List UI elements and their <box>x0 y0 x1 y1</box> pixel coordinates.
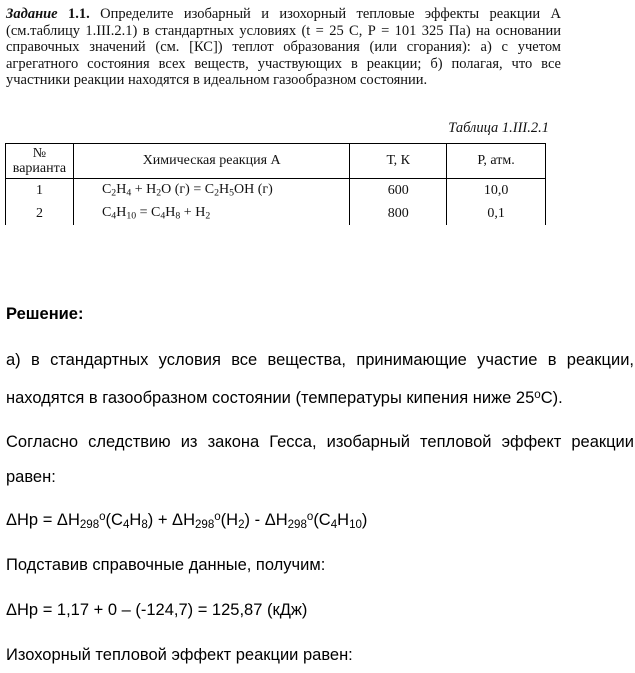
reactions-table <box>5 143 546 225</box>
cell-variant: 1 <box>6 179 74 203</box>
header-temperature: Т, К <box>350 144 447 179</box>
cell-temperature: 600 <box>350 179 447 203</box>
header-reaction: Химическая реакция А <box>73 144 349 179</box>
formula-line: $\Delta Hp = \Delta H_{298}^о(C_4H_8) + \Delta H_{298}^о(H_2) - \Delta H_{298}^о(C_4H_{10})$ <box>6 511 368 532</box>
cell-reaction: $C_4H_{10} = C_4H_8 + H_2$ <box>73 202 349 225</box>
hess-paragraph: Согласно следствию из закона Гесса, изобарный тепловой эффект реакции равен: <box>6 433 634 486</box>
task-text: Определите изобарный и изохорный тепловые эффекты реакции А (см.таблицу 1.III.2.1) в стандартных условиях (t = 25 С, Р = 101 325 Па) на основании справочных значений (см. [КС]) теплот образования (или сгорания): а) с учетом агрегатного состояния всех веществ, участвующих в реакции; б) полагая, что все участники реакции находятся в идеальном газообразном состоянии. <box>6 6 561 89</box>
table-row <box>6 202 546 225</box>
table-row <box>6 179 546 203</box>
header-pressure: Р, атм. <box>447 144 546 179</box>
table-header-row <box>6 144 546 179</box>
task-statement <box>6 6 561 89</box>
substitute-paragraph: Подставив справочные данные, получим: <box>6 556 326 574</box>
solution-paragraph-a: а) в стандартных условия все вещества, принимающие участие в реакции, находятся в газообразном состоянии (температуры кипения ниже $25^оС$). <box>6 351 634 408</box>
task-number: 1.1. <box>68 6 90 22</box>
result-line: ΔHp = 1,17 + 0 – (-124,7) = 125,87 (кДж) <box>6 601 308 619</box>
cell-temperature: 800 <box>350 202 447 225</box>
cell-variant: 2 <box>6 202 74 225</box>
cell-pressure: 0,1 <box>447 202 546 225</box>
cell-pressure: 10,0 <box>447 179 546 203</box>
table-caption: Таблица 1.III.2.1 <box>448 120 549 136</box>
task-label: Задание <box>6 6 58 22</box>
solution-heading: Решение: <box>6 305 84 323</box>
cell-reaction: $C_2H_4 + H_2O$ $(г) = C_2H_5OH$ (г) <box>73 179 349 203</box>
header-variant: № варианта <box>6 144 74 179</box>
isochoric-paragraph: Изохорный тепловой эффект реакции равен: <box>6 646 353 664</box>
